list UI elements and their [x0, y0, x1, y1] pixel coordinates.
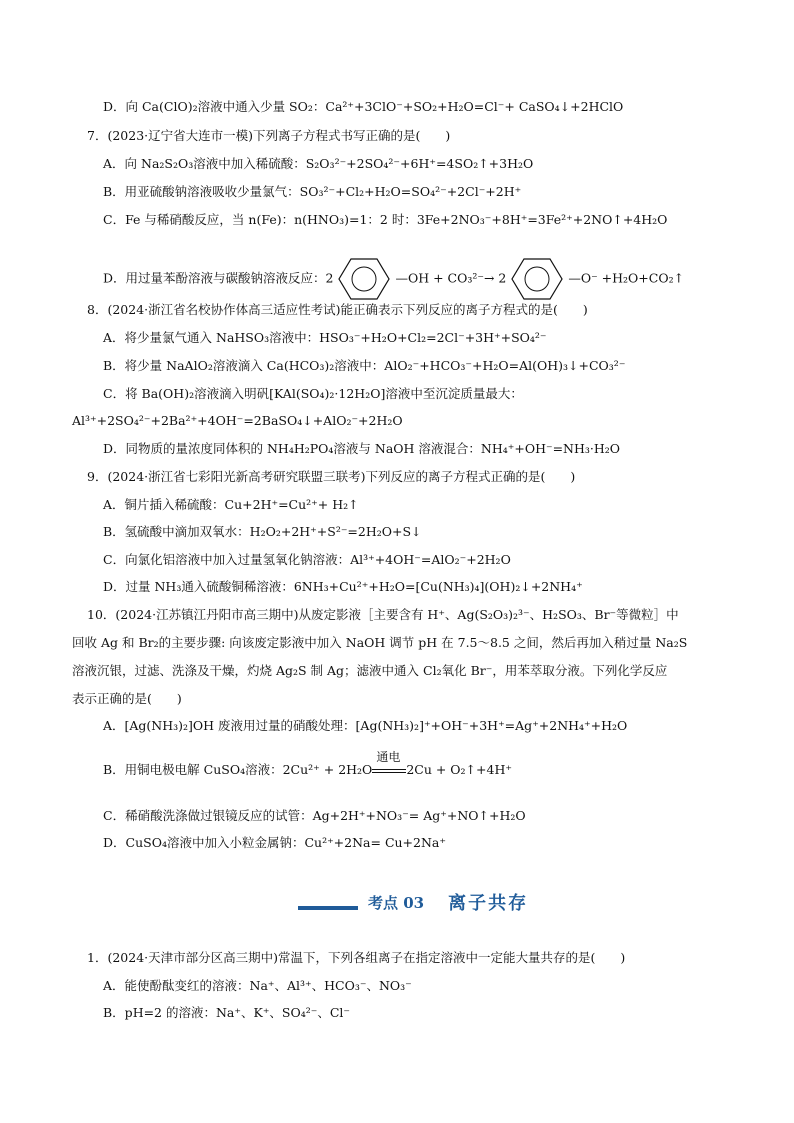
- option-d-prev: D．向 Ca(ClO)₂溶液中通入少量 SO₂：Ca²⁺+3ClO⁻+SO₂+H₂O=Cl⁻+ CaSO₄↓+2HClO: [103, 99, 624, 114]
- q10-option-a: A．[Ag(NH₃)₂]OH 废液用过量的硝酸处理：[Ag(NH₃)₂]⁺+OH⁻+3H⁺=Ag⁺+2NH₄⁺+H₂O: [103, 718, 628, 733]
- question-10-line3: 溶液沉银，过滤、洗涤及干燥，灼烧 Ag₂S 制 Ag；滤液中通入 Cl₂氧化 Br⁻，用苯萃取分液。下列化学反应: [72, 663, 668, 678]
- q8-option-d: D．同物质的量浓度同体积的 NH₄H₂PO₄溶液与 NaOH 溶液混合：NH₄⁺+OH⁻=NH₃·H₂O: [103, 441, 621, 456]
- condition-label: 通电: [376, 750, 401, 764]
- q7-option-a: A．向 Na₂S₂O₃溶液中加入稀硫酸：S₂O₃²⁻+2SO₄²⁻+6H⁺=4SO₂↑+3H₂O: [103, 156, 534, 171]
- section-bar-icon: [298, 906, 358, 910]
- question-10-line2: 回收 Ag 和 Br₂的主要步骤: 向该废定影液中加入 NaOH 调节 pH 在 7.5～8.5 之间，然后再加入稍过量 Na₂S: [72, 635, 688, 650]
- question-10-line4: 表示正确的是( ): [72, 691, 182, 706]
- q7-option-c: C．Fe 与稀硝酸反应，当 n(Fe)：n(HNO₃)=1：2 时：3Fe+2NO₃⁻+8H⁺=3Fe²⁺+2NO↑+4H₂O: [103, 212, 668, 227]
- q7-option-d: [103, 256, 684, 302]
- q10-option-c: C．稀硝酸洗涤做过银镜反应的试管：Ag+2H⁺+NO₃⁻= Ag⁺+NO↑+H₂O: [103, 808, 526, 823]
- section-heading: [298, 890, 528, 914]
- s1-option-a: A．能使酚酞变红的溶液：Na⁺、Al³⁺、HCO₃⁻、NO₃⁻: [103, 978, 412, 993]
- q10-option-d: D．CuSO₄溶液中加入小粒金属钠：Cu²⁺+2Na= Cu+2Na⁺: [103, 835, 446, 850]
- q10b-text-post: 2Cu + O₂↑+4H⁺: [406, 762, 512, 777]
- q7d-text-pre: D．用过量苯酚溶液与碳酸钠溶液反应：2: [103, 270, 334, 286]
- section-question-1: 1．(2024·天津市部分区高三期中)常温下，下列各组离子在指定溶液中一定能大量共存的是( ): [87, 950, 626, 965]
- question-8: 8．(2024·浙江省名校协作体高三适应性考试)能正确表示下列反应的离子方程式的是( ): [87, 302, 588, 317]
- q9-option-c: C．向氯化铝溶液中加入过量氢氧化钠溶液：Al³⁺+4OH⁻=AlO₂⁻+2H₂O: [103, 552, 511, 567]
- q8-option-c: C．将 Ba(OH)₂溶液滴入明矾[KAl(SO₄)₂·12H₂O]溶液中至沉淀质量最大：: [103, 386, 523, 401]
- q9-option-b: B．氢硫酸中滴加双氧水：H₂O₂+2H⁺+S²⁻=2H₂O+S↓: [103, 524, 422, 539]
- q8-option-a: A．将少量氯气通入 NaHSO₃溶液中：HSO₃⁻+H₂O+Cl₂=2Cl⁻+3H⁺+SO₄²⁻: [103, 330, 547, 345]
- q8-option-b: B．将少量 NaAlO₂溶液滴入 Ca(HCO₃)₂溶液中：AlO₂⁻+HCO₃⁻+H₂O=Al(OH)₃↓+CO₃²⁻: [103, 358, 626, 373]
- q9-option-a: A．铜片插入稀硫酸：Cu+2H⁺=Cu²⁺+ H₂↑: [103, 497, 359, 512]
- question-9: 9．(2024·浙江省七彩阳光新高考研究联盟三联考)下列反应的离子方程式正确的是( ): [87, 469, 576, 484]
- q10-option-b: [103, 750, 512, 778]
- q7-option-b: B．用亚硫酸钠溶液吸收少量氯气：SO₃²⁻+Cl₂+H₂O=SO₄²⁻+2Cl⁻+2H⁺: [103, 184, 522, 199]
- q9-option-d: D．过量 NH₃通入硫酸铜稀溶液：6NH₃+Cu²⁺+H₂O=[Cu(NH₃)₄](OH)₂↓+2NH₄⁺: [103, 579, 583, 594]
- equals-sign: [372, 769, 406, 773]
- question-10: 10．(2024·江苏镇江丹阳市高三期中)从废定影液［主要含有 H⁺、Ag(S₂O₃)₂³⁻、H₂SO₃、Br⁻等微粒］中: [87, 607, 679, 622]
- q8-option-c-equation: Al³⁺+2SO₄²⁻+2Ba²⁺+4OH⁻=2BaSO₄↓+AlO₂⁻+2H₂O: [72, 413, 403, 428]
- phenoxide-ring-icon: [510, 256, 564, 302]
- section-name: 离子共存: [448, 893, 529, 914]
- s1-option-b: B．pH=2 的溶液：Na⁺、K⁺、SO₄²⁻、Cl⁻: [103, 1005, 351, 1020]
- q10b-text-pre: B．用铜电极电解 CuSO₄溶液：2Cu²⁺ + 2H₂O: [103, 762, 373, 777]
- q7d-text-mid: —OH + CO₃²⁻→ 2: [395, 270, 507, 286]
- electrolysis-condition: [372, 750, 406, 778]
- benzene-ring-icon: [337, 256, 391, 302]
- section-label: 考点 03: [368, 893, 425, 912]
- q7d-text-post: —O⁻ +H₂O+CO₂↑: [568, 270, 685, 286]
- question-7: 7．(2023·辽宁省大连市一模)下列离子方程式书写正确的是( ): [87, 128, 451, 143]
